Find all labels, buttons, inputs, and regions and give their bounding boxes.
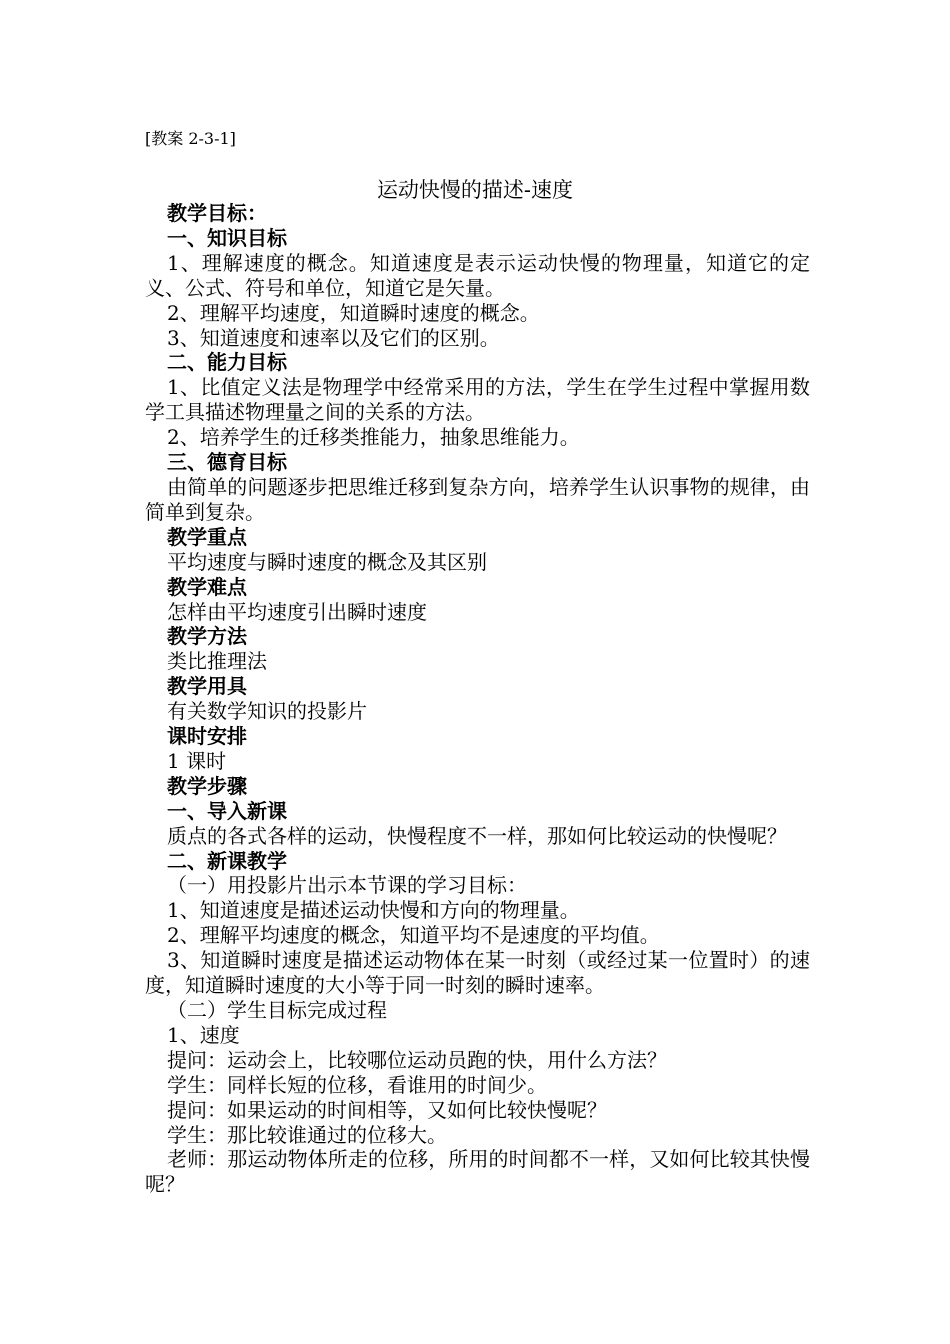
paragraph: 学生：同样长短的位移，看谁用的时间少。	[167, 1072, 547, 1097]
section-heading: 教学方法	[167, 624, 247, 649]
paragraph: （二）学生目标完成过程	[167, 998, 387, 1022]
paragraph: 1、比值定义法是物理学中经常采用的方法，学生在学生过程中掌握用数学工具描述物理量之间的关系的方法。	[145, 375, 810, 425]
paragraph: 1、速度	[167, 1022, 240, 1047]
section-heading: 二、新课教学	[167, 848, 287, 873]
section-heading: 课时安排	[167, 724, 247, 749]
paragraph: 怎样由平均速度引出瞬时速度	[167, 599, 427, 624]
paragraph: （一）用投影片出示本节课的学习目标：	[167, 873, 527, 898]
section-heading: 一、知识目标	[167, 225, 287, 250]
section-heading: 教学目标：	[167, 201, 267, 225]
section-heading: 教学重点	[167, 524, 247, 549]
document-body	[145, 201, 810, 1197]
paragraph: 1、理解速度的概念。知道速度是表示运动快慢的物理量，知道它的定义、公式、符号和单位，知道它是矢量。	[145, 250, 810, 300]
paragraph: 提问：运动会上，比较哪位运动员跑的快，用什么方法？	[167, 1047, 667, 1072]
section-heading: 教学用具	[167, 674, 247, 699]
section-heading: 三、德育目标	[167, 450, 287, 475]
paragraph: 3、知道速度和速率以及它们的区别。	[167, 325, 500, 350]
section-heading: 教学步骤	[167, 773, 247, 798]
paragraph: 2、理解平均速度，知道瞬时速度的概念。	[167, 300, 540, 325]
paragraph: 平均速度与瞬时速度的概念及其区别	[167, 549, 487, 574]
paragraph: 质点的各式各样的运动，快慢程度不一样，那如何比较运动的快慢呢？	[167, 823, 787, 848]
paragraph: 2、培养学生的迁移类推能力，抽象思维能力。	[167, 425, 580, 450]
paragraph: 1、知道速度是描述运动快慢和方向的物理量。	[167, 898, 580, 923]
paragraph: 有关数学知识的投影片	[167, 699, 367, 724]
paragraph: 老师：那运动物体所走的位移，所用的时间都不一样，又如何比较其快慢呢？	[145, 1147, 810, 1197]
paragraph: 3、知道瞬时速度是描述运动物体在某一时刻（或经过某一位置时）的速度，知道瞬时速度的大小等于同一时刻的瞬时速率。	[145, 948, 810, 998]
section-heading: 教学难点	[167, 574, 247, 599]
paragraph: 提问：如果运动的时间相等，又如何比较快慢呢？	[167, 1097, 607, 1122]
paragraph: 1 课时	[167, 748, 227, 773]
paragraph: 学生：那比较谁通过的位移大。	[167, 1122, 447, 1147]
lesson-code: [教案 2-3-1]	[145, 129, 236, 148]
page-title: 运动快慢的描述-速度	[376, 178, 574, 202]
section-heading: 二、能力目标	[167, 350, 287, 375]
paragraph: 2、理解平均速度的概念，知道平均不是速度的平均值。	[167, 923, 660, 948]
paragraph: 由简单的问题逐步把思维迁移到复杂方向，培养学生认识事物的规律，由简单到复杂。	[145, 474, 810, 524]
section-heading: 一、导入新课	[167, 798, 287, 823]
paragraph: 类比推理法	[167, 649, 267, 674]
